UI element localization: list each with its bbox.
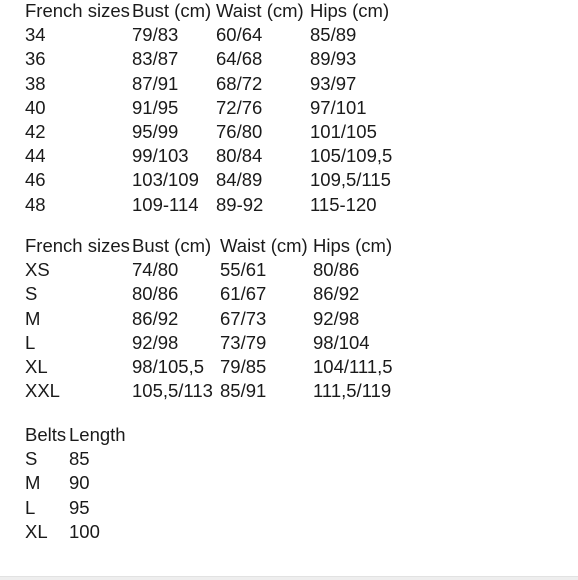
table-row xyxy=(25,307,413,331)
table-cell: 85/91 xyxy=(220,380,267,402)
table-cell: 100 xyxy=(69,520,100,542)
table-cell: 86/92 xyxy=(313,283,360,305)
table-cell: 103/109 xyxy=(132,169,199,191)
table-cell: 80/86 xyxy=(132,283,179,305)
table-cell: XL xyxy=(25,356,48,378)
table-cell: 84/89 xyxy=(216,169,263,191)
table-header-row xyxy=(25,234,413,258)
table-cell: 89-92 xyxy=(216,193,264,215)
table-row xyxy=(25,96,410,120)
table-cell: 42 xyxy=(25,121,46,143)
table-row xyxy=(25,496,139,520)
table-cell: 80/86 xyxy=(313,259,360,281)
table-cell: 91/95 xyxy=(132,96,179,118)
table-cell: 109,5/115 xyxy=(310,169,391,191)
table-cell: 105,5/113 xyxy=(132,380,213,402)
table-row xyxy=(25,168,410,192)
table-cell: L xyxy=(25,496,36,518)
table-cell: 79/83 xyxy=(132,24,179,46)
column-header: Bust (cm) xyxy=(132,0,212,21)
table-cell: S xyxy=(25,283,38,305)
bottom-divider xyxy=(0,576,578,580)
table-cell: 72/76 xyxy=(216,96,263,118)
table-cell: 95 xyxy=(69,496,90,518)
column-header: Bust (cm) xyxy=(132,235,212,256)
table-cell: 64/68 xyxy=(216,48,263,70)
table-cell: L xyxy=(25,331,36,353)
table-cell: 95/99 xyxy=(132,121,179,143)
belt-size-table xyxy=(25,423,139,544)
table-row xyxy=(25,23,410,47)
table-cell: 73/79 xyxy=(220,331,267,353)
table-cell: 92/98 xyxy=(132,331,179,353)
table-cell: 68/72 xyxy=(216,72,263,94)
table-cell: 85 xyxy=(69,448,90,470)
table-cell: 89/93 xyxy=(310,48,357,70)
table-cell: 98/105,5 xyxy=(132,356,205,378)
table-cell: 109-114 xyxy=(132,193,199,215)
table-cell: 55/61 xyxy=(220,259,267,281)
table-row xyxy=(25,282,413,306)
table-cell: 99/103 xyxy=(132,145,189,167)
table-cell: 98/104 xyxy=(313,331,370,353)
table-row xyxy=(25,120,410,144)
table-row xyxy=(25,520,139,544)
table-cell: 48 xyxy=(25,193,46,215)
table-cell: 97/101 xyxy=(310,96,367,118)
table-row xyxy=(25,331,413,355)
table-cell: 101/105 xyxy=(310,121,377,143)
table-cell: 40 xyxy=(25,96,46,118)
table-row xyxy=(25,47,410,71)
table-cell: XXL xyxy=(25,380,60,402)
table-cell: 34 xyxy=(25,24,46,46)
table-cell: 105/109,5 xyxy=(310,145,393,167)
table-cell: 38 xyxy=(25,72,46,94)
table-cell: M xyxy=(25,472,41,494)
table-cell: 46 xyxy=(25,169,46,191)
table-cell: 76/80 xyxy=(216,121,263,143)
table-cell: M xyxy=(25,307,41,329)
table-cell: 87/91 xyxy=(132,72,179,94)
table-cell: 80/84 xyxy=(216,145,263,167)
table-cell: 74/80 xyxy=(132,259,179,281)
table-cell: 104/111,5 xyxy=(313,356,393,378)
french-numeric-size-table xyxy=(25,0,410,217)
table-row xyxy=(25,447,139,471)
column-header: Hips (cm) xyxy=(310,0,390,21)
column-header: Hips (cm) xyxy=(313,235,393,256)
french-letter-size-table xyxy=(25,234,413,403)
column-header: French sizes xyxy=(25,235,130,256)
table-cell: 83/87 xyxy=(132,48,179,70)
table-row xyxy=(25,471,139,495)
table-header-row xyxy=(25,423,139,447)
table-row xyxy=(25,355,413,379)
table-cell: 115-120 xyxy=(310,193,377,215)
table-cell: S xyxy=(25,448,38,470)
table-cell: 60/64 xyxy=(216,24,263,46)
table-cell: 85/89 xyxy=(310,24,357,46)
table-row xyxy=(25,193,410,217)
table-cell: 61/67 xyxy=(220,283,267,305)
table-cell: 36 xyxy=(25,48,46,70)
table-cell: XL xyxy=(25,520,48,542)
table-row xyxy=(25,144,410,168)
column-header: Waist (cm) xyxy=(216,0,304,21)
table-row xyxy=(25,72,410,96)
table-cell: 92/98 xyxy=(313,307,360,329)
table-cell: 79/85 xyxy=(220,356,267,378)
column-header: Belts xyxy=(25,424,67,445)
table-header-row xyxy=(25,0,410,23)
table-cell: 90 xyxy=(69,472,90,494)
column-header: Length xyxy=(69,424,126,445)
column-header: French sizes xyxy=(25,0,130,21)
table-cell: XS xyxy=(25,259,50,281)
table-cell: 111,5/119 xyxy=(313,380,392,402)
table-cell: 86/92 xyxy=(132,307,179,329)
table-cell: 67/73 xyxy=(220,307,267,329)
table-row xyxy=(25,258,413,282)
table-cell: 44 xyxy=(25,145,46,167)
table-row xyxy=(25,379,413,403)
column-header: Waist (cm) xyxy=(220,235,308,256)
table-cell: 93/97 xyxy=(310,72,357,94)
